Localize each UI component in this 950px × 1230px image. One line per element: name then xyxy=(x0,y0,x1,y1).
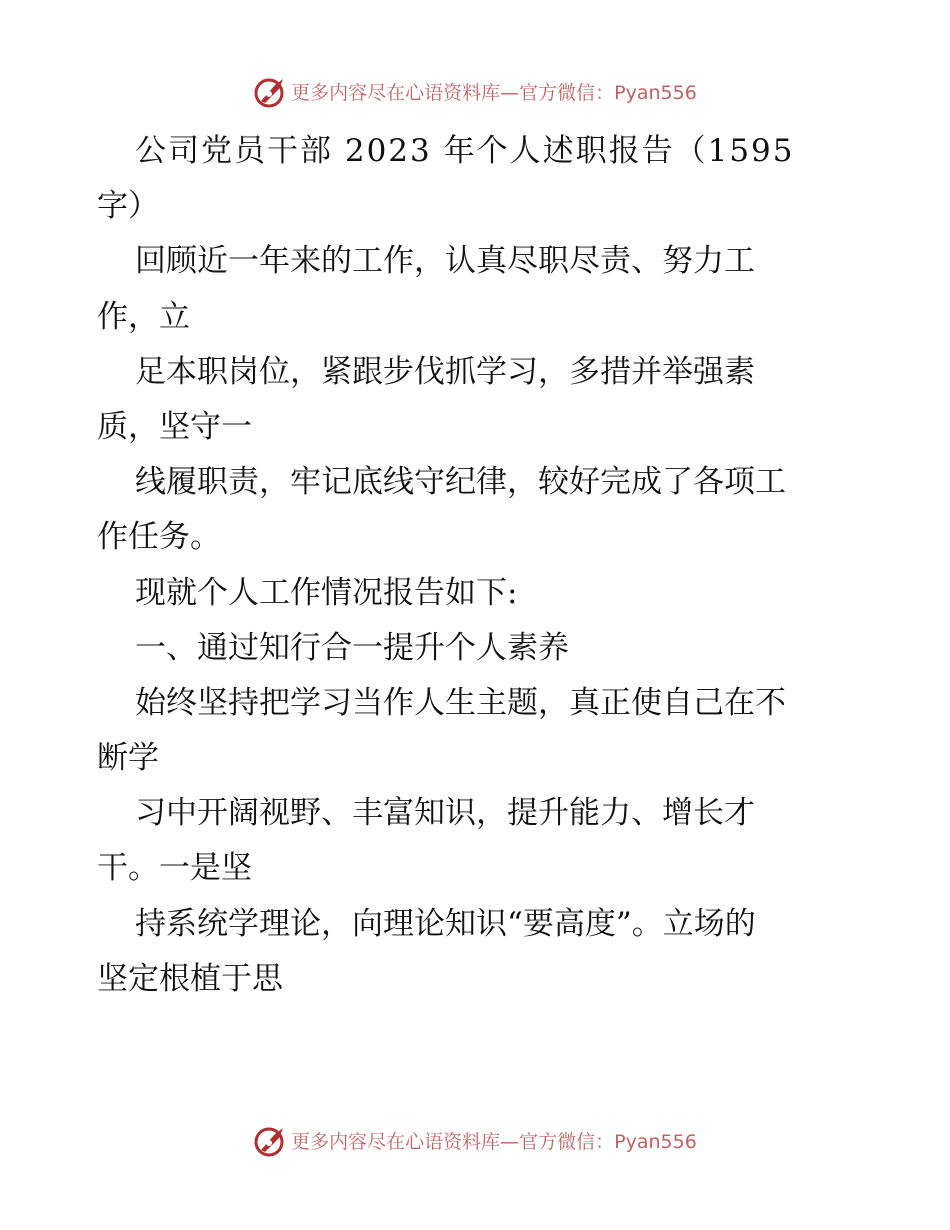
paragraph-line: 作，立 xyxy=(97,298,190,335)
watermark-text: 更多内容尽在心语资料库—官方微信：Pyan556 xyxy=(291,1130,697,1153)
paragraph-line: 作任务。 xyxy=(97,519,221,556)
watermark-text: 更多内容尽在心语资料库—官方微信：Pyan556 xyxy=(291,81,697,104)
pen-nib-logo-icon xyxy=(253,1122,289,1158)
document-body xyxy=(97,124,857,1007)
paragraph-line: 现就个人工作情况报告如下: xyxy=(135,574,518,611)
paragraph-line: 干。一是坚 xyxy=(97,850,252,887)
paragraph-line: 回顾近一年来的工作，认真尽职尽责、努力工 xyxy=(135,243,755,280)
paragraph-line: 习中开阔视野、丰富知识，提升能力、增长才 xyxy=(135,795,755,832)
paragraph-line: 线履职责，牢记底线守纪律，较好完成了各项工 xyxy=(135,464,786,501)
paragraph-line: 断学 xyxy=(97,740,159,777)
document-title: 公司党员干部 2023 年个人述职报告（1595 xyxy=(135,133,795,169)
paragraph-line: 质，坚守一 xyxy=(97,408,252,445)
header-watermark xyxy=(0,71,950,111)
document-title-continued: 字） xyxy=(97,188,159,225)
paragraph-line: 持系统学理论，向理论知识“要高度”。立场的 xyxy=(135,905,756,942)
paragraph-line: 足本职岗位，紧跟步伐抓学习，多措并举强素 xyxy=(135,353,755,390)
paragraph-line: 坚定根植于思 xyxy=(97,960,283,997)
footer-watermark xyxy=(0,1120,950,1160)
paragraph-line: 始终坚持把学习当作人生主题，真正使自己在不 xyxy=(135,684,786,721)
pen-nib-logo-icon xyxy=(253,73,289,109)
section-heading: 一、通过知行合一提升个人素养 xyxy=(135,629,569,666)
